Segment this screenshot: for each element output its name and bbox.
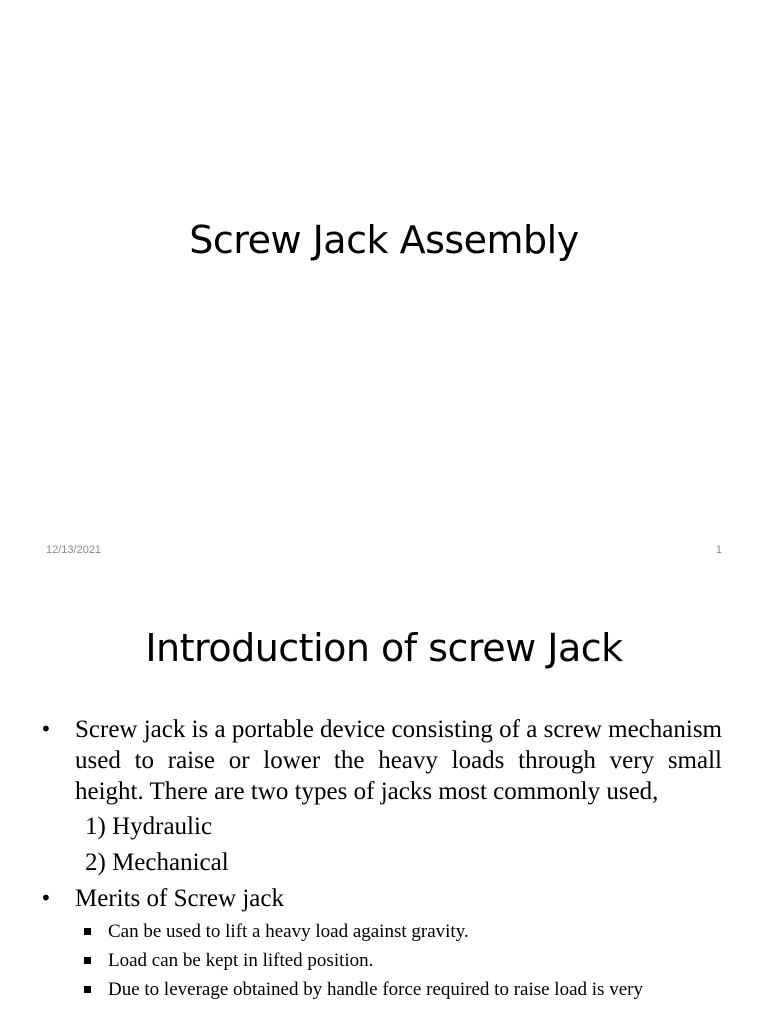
sub-bullet-item [40,975,722,1004]
bullet-item [40,714,722,807]
slide-content [40,714,722,1004]
numbered-item: 1) Hydraulic [85,813,213,840]
sub-bullet-text: Can be used to lift a heavy load against gravity. [108,921,469,942]
bullet-item [40,883,722,914]
bullet-icon: • [40,886,52,910]
sub-bullet-item [40,946,722,975]
slide-title: Screw Jack Assembly [189,218,579,262]
square-bullet-icon [84,928,91,935]
bullet-text: Screw jack is a portable device consisting of a screw mechanism used to raise or lower the heavy loads through very small height. There are two types of jacks most commonly used, [75,716,722,805]
bullet-icon: • [40,717,52,741]
slide-title: Introduction of screw Jack [145,626,623,670]
square-bullet-icon [84,957,91,964]
sub-bullet-item [40,917,722,946]
footer-date: 12/13/2021 [46,544,102,556]
numbered-item: 2) Mechanical [85,849,229,876]
slide-2 [0,576,768,1024]
sub-bullet-text: Due to leverage obtained by handle force required to raise load is very [108,979,643,1000]
sub-bullet-list [40,917,722,1004]
square-bullet-icon [84,986,91,993]
sub-bullet-text: Load can be kept in lifted position. [108,950,374,971]
slide-number: 1 [715,544,722,556]
bullet-text: Merits of Screw jack [75,885,284,912]
